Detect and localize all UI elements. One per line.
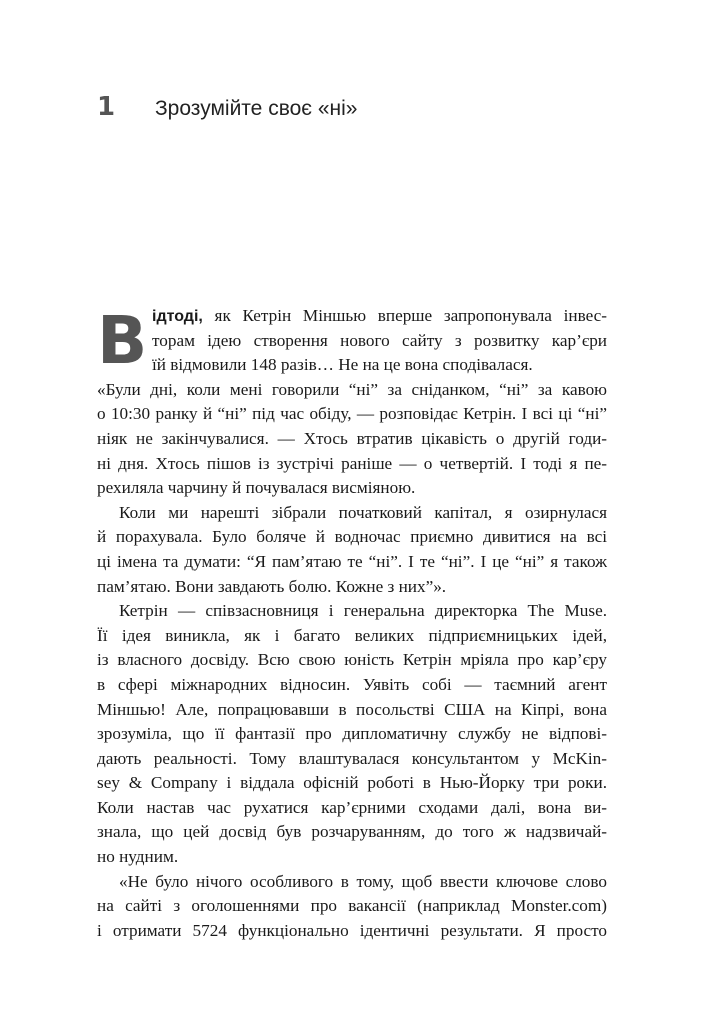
- text-line: зрозуміла, що її фантазії про дипломатичну службу не відпові-: [97, 724, 607, 744]
- text-line: ніяк не закінчувалися. — Хтось втратив цікавість о другій годи-: [97, 428, 607, 448]
- text-line: Кетрін — співзасновниця і генеральна директорка The Muse.: [119, 601, 607, 621]
- chapter-title: Зрозумійте своє «ні»: [155, 97, 358, 120]
- text-line: ці імена та думати: “Я пам’ятаю те “ні”. І те “ні”. І це “ні” я також: [97, 551, 607, 571]
- text-line: Міншью! Але, попрацювавши в посольстві США на Кіпрі, вона: [97, 699, 607, 719]
- body-text: [97, 304, 607, 943]
- lead-word: ідтоді,: [152, 308, 203, 325]
- drop-cap: В: [97, 302, 148, 379]
- text-line: рехиляла чарчину й почувалася висміяною.: [97, 478, 416, 498]
- chapter-number: 1: [97, 92, 116, 122]
- text-line: ні дня. Хтось пішов із зустрічі раніше — о четвертій. І тоді я пе-: [97, 453, 607, 473]
- text-line: о 10:30 ранку й “ні” під час обіду, — розповідає Кетрін. І всі ці “ні”: [97, 404, 607, 424]
- text-line: дають реальності. Тому влаштувалася консультантом у McKin-: [97, 748, 607, 768]
- text-line: і отримати 5724 функціонально ідентичні результати. Я просто: [97, 920, 607, 940]
- chapter-header: [97, 92, 357, 132]
- text-line: на сайті з оголошеннями про вакансії (наприклад Monster.com): [97, 896, 607, 916]
- text-line: й порахувала. Було боляче й водночас приємно дивитися на всі: [97, 527, 607, 547]
- text-line: sey & Company і віддала офісній роботі в Нью-Йорку три роки.: [97, 773, 607, 793]
- text-line: Її ідея виникла, як і багато великих підприємницьких ідей,: [97, 625, 607, 645]
- text-line: пам’ятаю. Вони завдають болю. Кожне з них”».: [97, 576, 447, 596]
- text-line: «Були дні, коли мені говорили “ні” за сніданком, “ні” за кавою: [97, 379, 607, 399]
- text-line: Коли настав час рухатися кар’єрними сходами далі, вона ви-: [97, 797, 607, 817]
- text-line: «Не було нічого особливого в тому, щоб ввести ключове слово: [119, 871, 607, 891]
- text-line: із власного досвіду. Всю свою юність Кетрін мріяла про кар’єру: [97, 650, 607, 670]
- text-line: в сфері міжнародних відносин. Уявіть собі — таємний агент: [97, 674, 607, 694]
- text-line: знала, що цей досвід був розчаруванням, до того ж надзвичай-: [97, 822, 607, 842]
- text-line: Коли ми нарешті зібрали початковий капітал, я озирнулася: [119, 502, 607, 522]
- text-line: їй відмовили 148 разів… Не на це вона сподівалася.: [152, 355, 533, 375]
- text-line: торам ідею створення нового сайту з розвитку кар’єри: [152, 330, 607, 350]
- text-line: но нудним.: [97, 847, 179, 867]
- text-line: ідтоді, як Кетрін Міншью вперше запропонувала інвес-: [152, 306, 607, 325]
